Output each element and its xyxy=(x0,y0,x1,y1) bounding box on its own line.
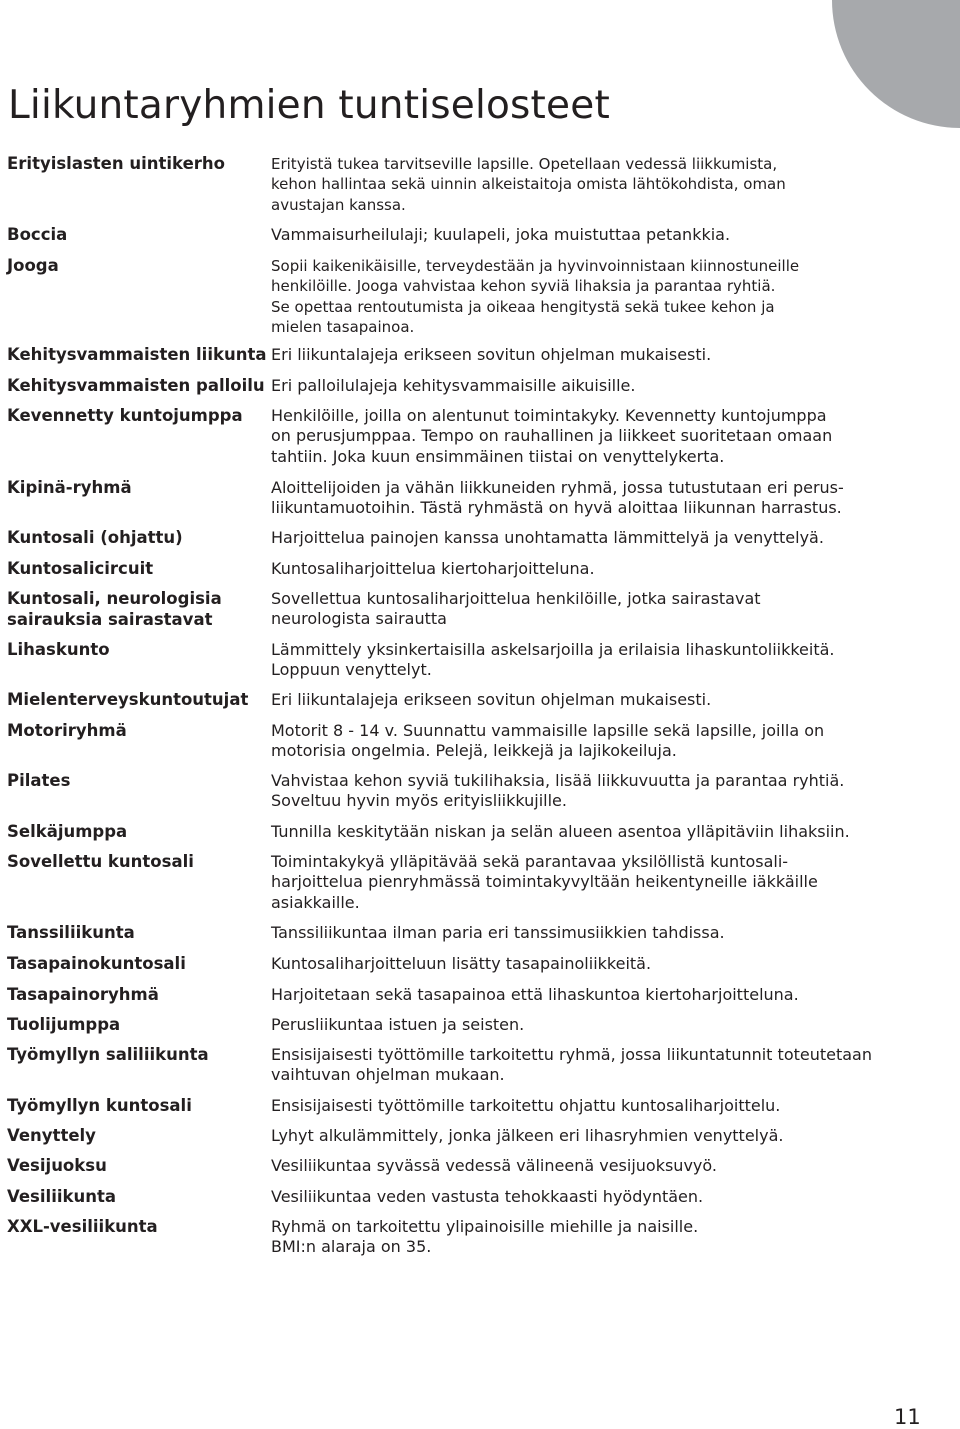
activity-description xyxy=(271,225,730,245)
description-line: Sopii kaikenikäisille, terveydestään ja hyvinvoinnistaan kiinnostuneille xyxy=(271,257,800,275)
description-line: Perusliikuntaa istuen ja seisten. xyxy=(271,1015,525,1034)
activity-description xyxy=(271,954,651,974)
description-line: Tunnilla keskitytään niskan ja selän alueen asentoa ylläpitäviin lihaksiin. xyxy=(271,822,850,841)
activity-description xyxy=(271,559,595,579)
activity-description xyxy=(271,1217,698,1258)
activity-name: Jooga xyxy=(7,256,59,275)
activity-description xyxy=(271,1126,783,1146)
activity-description xyxy=(271,640,835,681)
description-line: Henkilöille, joilla on alentunut toimintakyky. Kevennetty kuntojumppa xyxy=(271,406,827,425)
description-line: mielen tasapainoa. xyxy=(271,317,415,336)
activity-name: Kuntosali, neurologisia sairauksia sairastavat xyxy=(7,589,222,629)
activity-description xyxy=(271,376,635,396)
description-line: liikuntamuotoihin. Tästä ryhmästä on hyvä aloittaa liikunnan harrastus. xyxy=(271,498,842,518)
activity-name: Motoriryhmä xyxy=(7,721,127,740)
activity-description xyxy=(271,721,824,762)
activity-name: Venyttely xyxy=(7,1126,96,1145)
activity-description xyxy=(271,256,799,337)
activity-description xyxy=(271,1156,717,1176)
description-line: henkilöille. Jooga vahvistaa kehon syviä lihaksia ja parantaa ryhtiä. xyxy=(271,277,776,296)
description-line: motorisia ongelmia. Pelejä, leikkejä ja lajikokeiluja. xyxy=(271,741,677,761)
description-line: tahtiin. Joka kuun ensimmäinen tiistai on venyttelykerta. xyxy=(271,446,725,466)
description-line: neurologista sairautta xyxy=(271,609,447,629)
description-line: Kuntosaliharjoittelua kiertoharjoitteluna. xyxy=(271,559,595,578)
activity-name: Kehitysvammaisten liikunta xyxy=(7,345,267,364)
page-title: Liikuntaryhmien tuntiselosteet xyxy=(8,83,610,128)
activity-name: Selkäjumppa xyxy=(7,822,128,841)
description-line: kehon hallintaa sekä uinnin alkeistaitoja omista lähtökohdista, oman xyxy=(271,175,786,194)
activity-name: Tanssiliikunta xyxy=(7,923,135,942)
activity-name: Tasapainokuntosali xyxy=(7,954,186,973)
description-line: Eri liikuntalajeja erikseen sovitun ohjelman mukaisesti. xyxy=(271,345,712,364)
activity-description xyxy=(271,771,844,812)
description-line: vaihtuvan ohjelman mukaan. xyxy=(271,1065,505,1085)
activity-description xyxy=(271,345,711,365)
activity-name: Erityislasten uintikerho xyxy=(7,154,225,173)
description-line: Aloittelijoiden ja vähän liikkuneiden ryhmä, jossa tutustutaan eri perus- xyxy=(271,478,844,497)
activity-description xyxy=(271,154,786,215)
activity-name: Kuntosalicircuit xyxy=(7,559,154,578)
page-number: 11 xyxy=(894,1405,921,1429)
description-line: asiakkaille. xyxy=(271,892,360,912)
description-line: avustajan kanssa. xyxy=(271,195,406,214)
activity-description xyxy=(271,406,832,467)
activity-description xyxy=(271,822,850,842)
description-line: Ryhmä on tarkoitettu ylipainoisille miehille ja naisille. xyxy=(271,1217,699,1236)
description-line: Vahvistaa kehon syviä tukilihaksia, lisää liikkuvuutta ja parantaa ryhtiä. xyxy=(271,771,845,790)
activity-name: Vesijuoksu xyxy=(7,1156,107,1175)
description-line: Soveltuu hyvin myös erityisliikkujille. xyxy=(271,791,567,811)
activity-name: Tuolijumppa xyxy=(7,1015,121,1034)
description-line: Eri liikuntalajeja erikseen sovitun ohjelman mukaisesti. xyxy=(271,690,712,709)
description-line: on perusjumppaa. Tempo on rauhallinen ja liikkeet suoritetaan omaan xyxy=(271,426,833,446)
activity-name: Pilates xyxy=(7,771,71,790)
description-line: Motorit 8 - 14 v. Suunnattu vammaisille lapsille sekä lapsille, joilla on xyxy=(271,721,825,740)
activity-description xyxy=(271,1045,872,1086)
description-line: BMI:n alaraja on 35. xyxy=(271,1237,432,1257)
activity-description xyxy=(271,852,818,913)
description-line: Lyhyt alkulämmittely, jonka jälkeen eri lihasryhmien venyttelyä. xyxy=(271,1126,784,1145)
description-line: Eri palloilulajeja kehitysvammaisille aikuisille. xyxy=(271,376,636,395)
activity-name: Boccia xyxy=(7,225,68,244)
activity-description xyxy=(271,528,824,548)
activity-description xyxy=(271,1187,703,1207)
description-line: Se opettaa rentoutumista ja oikeaa hengitystä sekä tukee kehon ja xyxy=(271,297,775,316)
description-line: Erityistä tukea tarvitseville lapsille. Opetellaan vedessä liikkumista, xyxy=(271,155,778,173)
description-line: Loppuun venyttelyt. xyxy=(271,660,432,680)
description-line: Vammaisurheilulaji; kuulapeli, joka muistuttaa petankkia. xyxy=(271,225,731,244)
activity-name: Tasapainoryhmä xyxy=(7,985,159,1004)
description-line: Ensisijaisesti työttömille tarkoitettu ohjattu kuntosaliharjoittelu. xyxy=(271,1096,781,1115)
activity-description xyxy=(271,923,725,943)
activity-name: Kevennetty kuntojumppa xyxy=(7,406,243,425)
description-line: Toimintakykyä ylläpitävää sekä parantavaa yksilöllistä kuntosali- xyxy=(271,852,789,871)
activity-name: Sovellettu kuntosali xyxy=(7,852,194,871)
description-line: Tanssiliikuntaa ilman paria eri tanssimusiikkien tahdissa. xyxy=(271,923,725,942)
description-line: Harjoitetaan sekä tasapainoa että lihaskuntoa kiertoharjoitteluna. xyxy=(271,985,799,1004)
description-line: Vesiliikuntaa veden vastusta tehokkaasti hyödyntäen. xyxy=(271,1187,704,1206)
activity-name: Kehitysvammaisten palloilu xyxy=(7,376,265,395)
activity-name: Työmyllyn kuntosali xyxy=(7,1096,192,1115)
activity-description xyxy=(271,478,844,519)
description-line: Kuntosaliharjoitteluun lisätty tasapainoliikkeitä. xyxy=(271,954,652,973)
activity-description xyxy=(271,985,799,1005)
activity-name: Lihaskunto xyxy=(7,640,110,659)
description-line: harjoittelua pienryhmässä toimintakyvyltään heikentyneille iäkkäille xyxy=(271,872,818,892)
description-line: Vesiliikuntaa syvässä vedessä välineenä vesijuoksuvyö. xyxy=(271,1156,717,1175)
description-line: Lämmittely yksinkertaisilla askelsarjoilla ja erilaisia lihaskuntoliikkeitä. xyxy=(271,640,835,659)
activity-description xyxy=(271,1015,524,1035)
description-line: Ensisijaisesti työttömille tarkoitettu ryhmä, jossa liikuntatunnit toteutetaan xyxy=(271,1045,872,1064)
activity-name: Kipinä-ryhmä xyxy=(7,478,132,497)
description-line: Harjoittelua painojen kanssa unohtamatta lämmittelyä ja venyttelyä. xyxy=(271,528,824,547)
activity-name: Vesiliikunta xyxy=(7,1187,116,1206)
description-line: Sovellettua kuntosaliharjoittelua henkilöille, jotka sairastavat xyxy=(271,589,761,608)
activity-name: XXL-vesiliikunta xyxy=(7,1217,158,1236)
activity-description xyxy=(271,690,711,710)
activity-description xyxy=(271,589,761,630)
activity-name: Työmyllyn saliliikunta xyxy=(7,1045,209,1064)
activity-description xyxy=(271,1096,780,1116)
activity-name: Mielenterveyskuntoutujat xyxy=(7,690,249,709)
activity-name: Kuntosali (ohjattu) xyxy=(7,528,183,547)
